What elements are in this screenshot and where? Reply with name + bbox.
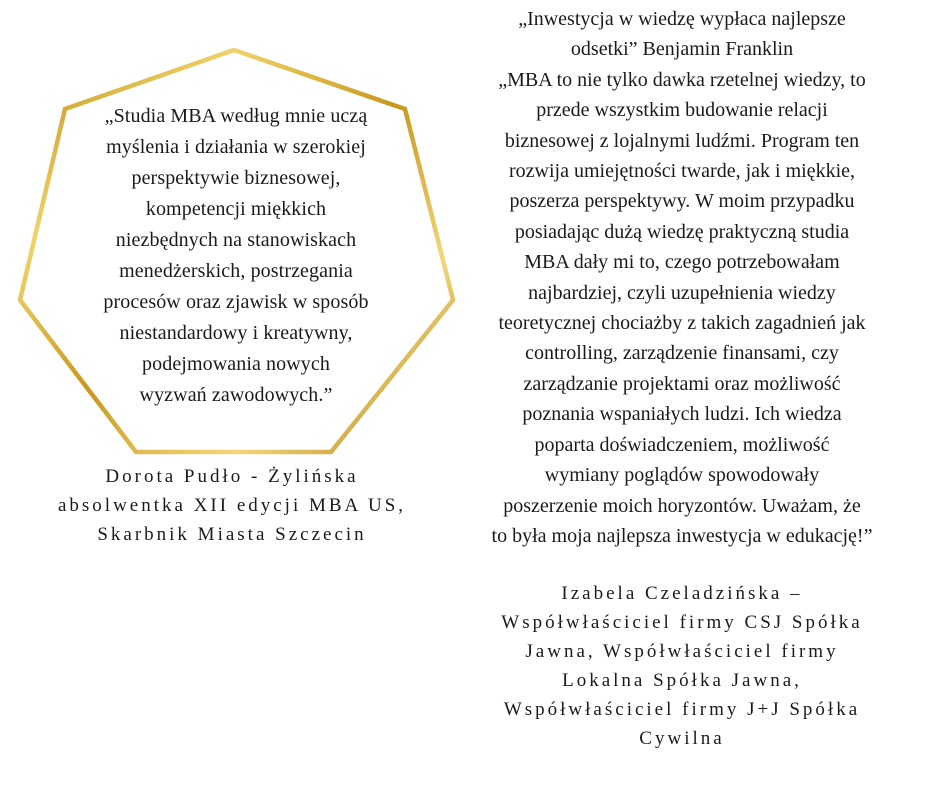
right-quote-line: „Inwestycja w wiedzę wypłaca najlepsze bbox=[518, 8, 846, 30]
right-quote-line: poznania wspaniałych ludzi. Ich wiedza bbox=[522, 403, 842, 426]
right-author-line: Współwłaściciel firmy CSJ Spółka bbox=[501, 612, 863, 634]
left-quote-line: niezbędnych na stanowiskach bbox=[115, 229, 357, 251]
left-quote-line: wyzwań zawodowych.” bbox=[139, 384, 333, 406]
left-quote-line: podejmowania nowych bbox=[142, 353, 330, 375]
right-author-line: Lokalna Spółka Jawna, bbox=[562, 670, 802, 692]
right-quote-line: teoretycznej chociażby z takich zagadnień jak bbox=[498, 312, 866, 335]
right-quote-line: MBA dały mi to, czego potrzebowałam bbox=[524, 251, 840, 274]
right-quote-line: posiadając dużą wiedzę praktyczną studia bbox=[514, 220, 850, 243]
right-author-line: Izabela Czeladzińska – bbox=[561, 583, 803, 605]
left-author-line: absolwentka XII edycji MBA US, bbox=[57, 495, 407, 516]
right-quote-line: wymiany poglądów spowodowały bbox=[544, 464, 820, 487]
right-quote-line: to była moja najlepsza inwestycja w edukację!” bbox=[491, 524, 873, 547]
left-testimonial-quote bbox=[62, 101, 410, 411]
right-quote-line: poszerzenie moich horyzontów. Uważam, że bbox=[503, 494, 861, 517]
right-quote-line: rozwija umiejętności twarde, jak i miękkie, bbox=[509, 160, 855, 183]
left-quote-line: menedżerskich, postrzegania bbox=[119, 260, 353, 282]
left-quote-line: niestandardowy i kreatywny, bbox=[119, 322, 353, 344]
right-testimonial bbox=[438, 4, 926, 753]
left-author-line: Dorota Pudło - Żylińska bbox=[105, 466, 359, 487]
right-quote-line: „MBA to nie tylko dawka rzetelnej wiedzy, to bbox=[498, 68, 866, 91]
right-quote-line: zarządzanie projektami oraz możliwość bbox=[523, 372, 841, 395]
right-quote-line: biznesowej z lojalnymi ludźmi. Program ten bbox=[504, 129, 860, 152]
right-quote-line: poparta doświadczeniem, możliwość bbox=[534, 433, 830, 456]
right-testimonial-quote bbox=[438, 4, 926, 551]
left-quote-line: myślenia i działania w szerokiej bbox=[106, 136, 366, 158]
right-testimonial-author bbox=[438, 579, 926, 753]
right-author-line: Współwłaściciel firmy J+J Spółka bbox=[503, 699, 861, 721]
right-quote-line: controlling, zarządzenie finansami, czy bbox=[525, 342, 839, 365]
right-quote-line: poszerza perspektywy. W moim przypadku bbox=[509, 190, 855, 213]
right-author-line: Cywilna bbox=[639, 728, 725, 750]
left-author-line: Skarbnik Miasta Szczecin bbox=[97, 524, 367, 545]
right-quote-line: najbardziej, czyli uzupełnienia wiedzy bbox=[528, 281, 836, 304]
left-quote-line: procesów oraz zjawisk w sposób bbox=[103, 291, 369, 313]
right-author-line: Jawna, Współwłaściciel firmy bbox=[525, 641, 839, 663]
left-testimonial-author bbox=[22, 462, 442, 549]
left-quote-line: kompetencji miękkich bbox=[145, 198, 327, 220]
left-quote-line: „Studia MBA według mnie uczą bbox=[104, 105, 368, 127]
right-quote-line: odsetki” Benjamin Franklin bbox=[570, 38, 794, 61]
left-quote-line: perspektywie biznesowej, bbox=[131, 167, 341, 189]
right-quote-line: przede wszystkim budowanie relacji bbox=[536, 99, 828, 122]
